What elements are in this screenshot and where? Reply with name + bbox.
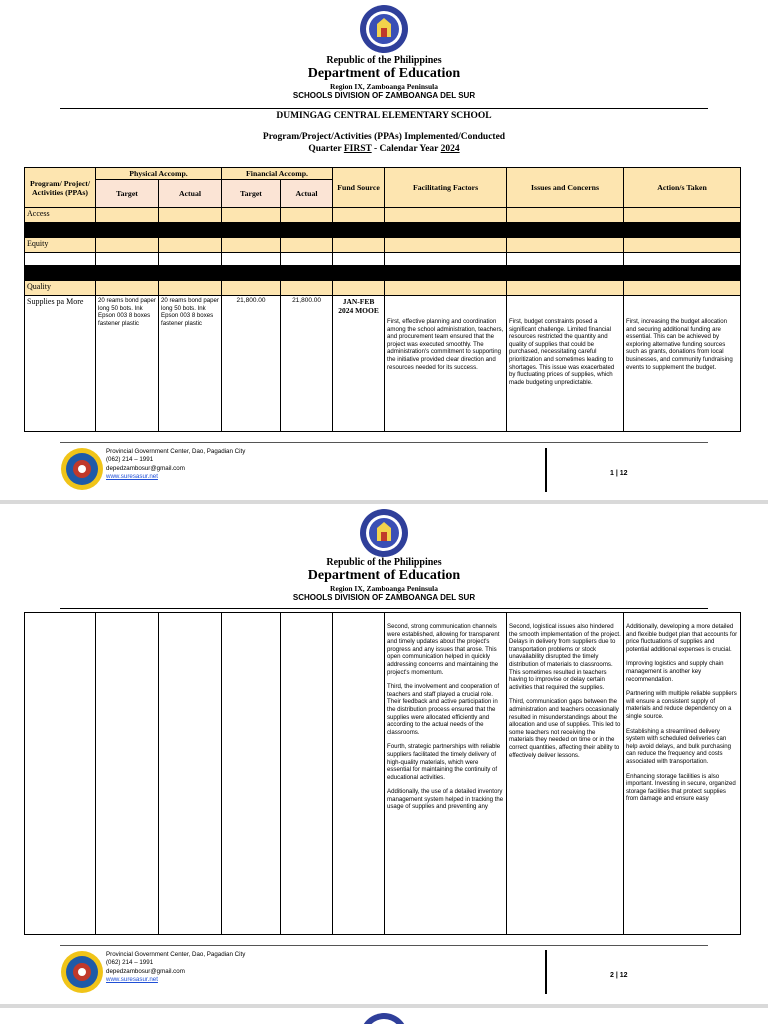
page-1 bbox=[0, 0, 768, 500]
footer-contact bbox=[106, 448, 245, 481]
division-line: SCHOOLS DIVISION OF ZAMBOANGA DEL SUR bbox=[292, 91, 476, 100]
page-number: 2 | 12 bbox=[610, 972, 628, 979]
table-row bbox=[25, 613, 741, 935]
separator-row bbox=[25, 223, 741, 238]
department-title: Department of Education bbox=[307, 568, 461, 583]
header-factors: Facilitating Factors bbox=[385, 168, 507, 208]
footer-phone: (062) 214 – 1991 bbox=[106, 456, 154, 464]
division-logo-icon bbox=[60, 950, 104, 994]
issues-cell: First, budget constraints posed a significant challenge. Limited financial resources restricted the quantity and quality of supplies that could be purchased, necessitating careful prioritization and sometimes leading to shortages. This issue was exacerbated by fluctuating prices of supplies, which made budgeting unpredictable. bbox=[507, 296, 624, 432]
footer-divider bbox=[60, 945, 708, 946]
phys-target-cell: 20 reams bond paper long 50 bots. Ink Epson 003 8 boxes fastener plastic bbox=[96, 296, 159, 432]
deped-seal-icon bbox=[359, 508, 409, 558]
header-phys-actual: Actual bbox=[159, 180, 222, 208]
category-row-access bbox=[25, 208, 741, 223]
factors-cell bbox=[385, 613, 507, 935]
phys-actual-cell: 20 reams bond paper long 50 bots. Ink Epson 003 8 boxes fastener plastic bbox=[159, 296, 222, 432]
factors-paragraph: Fourth, strategic partnerships with reliable suppliers facilitated the timely delivery of high-quality materials, which were essential for maintaining the continuity of educational activities. bbox=[387, 743, 501, 781]
header-fin-target: Target bbox=[222, 180, 281, 208]
fund-cell: JAN-FEB 2024 MOOE bbox=[333, 296, 385, 432]
footer-address: Provincial Government Center, Dao, Pagadian City bbox=[106, 951, 246, 958]
header-issues: Issues and Concerns bbox=[507, 168, 624, 208]
quarter-value: FIRST bbox=[343, 144, 372, 154]
fin-actual-cell: 21,800.00 bbox=[281, 296, 333, 432]
header-fund: Fund Source bbox=[333, 168, 385, 208]
department-title: Department of Education bbox=[307, 66, 461, 81]
actions-cell: First, increasing the budget allocation and securing additional funding are essential. This can be achieved by exploring alternative funding sources such as grants, donations from local businesses, and community fundraising events to supplement the budget. bbox=[624, 296, 741, 432]
actions-paragraph: Improving logistics and supply chain management is another key recommendation. bbox=[626, 660, 724, 683]
actions-paragraph: Establishing a streamlined delivery system with scheduled deliveries can help avoid delays, and bulk purchasing can reduce the frequency and costs associated with transportation. bbox=[626, 727, 732, 765]
report-title: Program/Project/Activities (PPAs) Implemented/Conducted bbox=[262, 132, 506, 142]
blank-row bbox=[25, 253, 741, 266]
factors-paragraph: Additionally, the use of a detailed inventory management system helped in tracking the usage of supplies and preventing any bbox=[387, 788, 504, 811]
footer-website-link[interactable]: www.suresasur.net bbox=[106, 975, 158, 983]
deped-seal-icon bbox=[359, 4, 409, 54]
quarter-line: Quarter FIRST - Calendar Year 2024 bbox=[308, 144, 460, 154]
footer-email: depedzambosur@gmail.com bbox=[106, 967, 185, 975]
footer-separator bbox=[545, 448, 547, 492]
issues-cell bbox=[507, 613, 624, 935]
header-financial: Financial Accomp. bbox=[222, 168, 333, 180]
footer-divider bbox=[60, 442, 708, 443]
fin-target-cell: 21,800.00 bbox=[222, 296, 281, 432]
footer-contact bbox=[106, 951, 245, 984]
category-row-equity bbox=[25, 238, 741, 253]
page-2 bbox=[0, 504, 768, 1004]
factors-cell: First, effective planning and coordination among the school administration, teachers, and procurement team ensured that the project was executed smoothly. The administration's commitment to supporting the initiative provided clear direction and resources needed for its success. bbox=[385, 296, 507, 432]
category-label: Access bbox=[25, 208, 96, 223]
header-phys-target: Target bbox=[96, 180, 159, 208]
ppa-table-continued bbox=[24, 612, 741, 935]
division-line: SCHOOLS DIVISION OF ZAMBOANGA DEL SUR bbox=[292, 593, 476, 602]
region-line: Region IX, Zamboanga Peninsula bbox=[330, 82, 438, 91]
year-value: 2024 bbox=[440, 144, 460, 154]
deped-seal-icon bbox=[359, 1012, 409, 1024]
republic-line: Republic of the Philippines bbox=[326, 55, 442, 66]
republic-line: Republic of the Philippines bbox=[326, 557, 442, 568]
header-ppa: Program/ Project/ Activities (PPAs) bbox=[25, 168, 96, 208]
actions-paragraph: Enhancing storage facilities is also important. Investing in secure, organized storage facilities that protect supplies from damage and ensure easy bbox=[626, 772, 736, 803]
issues-paragraph: Third, communication gaps between the administration and teachers occasionally resulted in misunderstandings about the allocation and use of supplies. This led to some teachers not receiving the materials they needed on time or in the correct quantities, affecting their ability to effectively deliver lessons. bbox=[509, 698, 621, 759]
header-divider bbox=[60, 108, 708, 109]
factors-paragraph: Second, strong communication channels were established, allowing for transparent and timely updates about the project's progress and any issues that arose. This open communication helped in quickly addressing concerns and maintaining the project's momentum. bbox=[387, 623, 500, 676]
school-name: DUMINGAG CENTRAL ELEMENTARY SCHOOL bbox=[276, 111, 492, 121]
category-row-quality bbox=[25, 281, 741, 296]
footer-phone: (062) 214 – 1991 bbox=[106, 959, 154, 967]
division-logo-icon bbox=[60, 447, 104, 491]
actions-paragraph: Additionally, developing a more detailed and flexible budget plan that accounts for price fluctuations of supplies and potential additional expenses is crucial. bbox=[626, 623, 738, 653]
table-row bbox=[25, 296, 741, 432]
ppa-cell: Supplies pa More bbox=[25, 296, 96, 432]
ppa-table bbox=[24, 167, 741, 432]
region-line: Region IX, Zamboanga Peninsula bbox=[330, 584, 438, 593]
header-actions: Action/s Taken bbox=[624, 168, 741, 208]
header-divider bbox=[60, 608, 708, 609]
header-fin-actual: Actual bbox=[281, 180, 333, 208]
actions-cell bbox=[624, 613, 741, 935]
category-label: Equity bbox=[25, 238, 96, 253]
actions-paragraph: Partnering with multiple reliable suppliers will ensure a consistent supply of materials and reduce dependency on a single source. bbox=[626, 690, 737, 720]
category-label: Quality bbox=[25, 281, 96, 296]
page-number: 1 | 12 bbox=[610, 470, 628, 477]
header-physical: Physical Accomp. bbox=[96, 168, 222, 180]
issues-paragraph: Second, logistical issues also hindered the smooth implementation of the project. Delays in delivery from suppliers due to transportation problems or stock unavailability disrupted the timely distribution of materials to classrooms. This sometimes resulted in teachers having to improvise or delay certain activities that required the supplies. bbox=[509, 623, 621, 691]
separator-row bbox=[25, 266, 741, 281]
page-3 bbox=[0, 1008, 768, 1024]
footer-email: depedzambosur@gmail.com bbox=[106, 464, 185, 472]
factors-paragraph: Third, the involvement and cooperation of teachers and staff played a crucial role. Their feedback and active participation in the distribution process ensured that the supplies were allocated efficiently and according to the actual needs of the classrooms. bbox=[387, 683, 500, 736]
footer-website-link[interactable]: www.suresasur.net bbox=[106, 472, 158, 480]
footer-separator bbox=[545, 950, 547, 994]
footer-address: Provincial Government Center, Dao, Pagadian City bbox=[106, 448, 246, 455]
